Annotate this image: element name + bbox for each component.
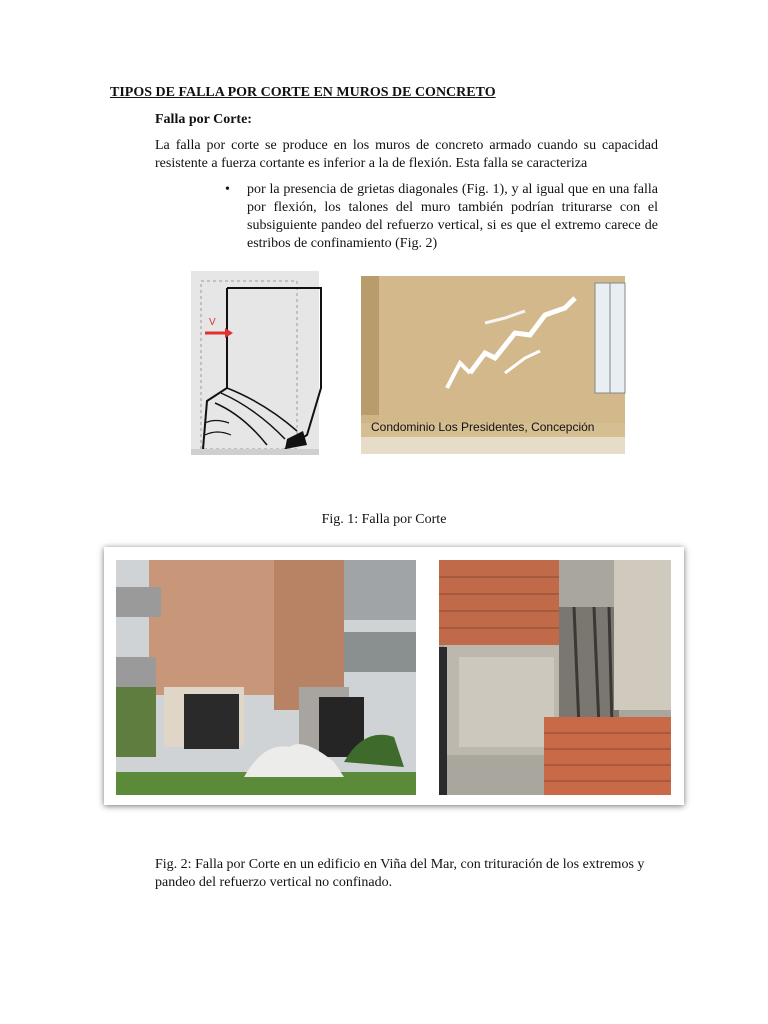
- document-title: TIPOS DE FALLA POR CORTE EN MUROS DE CONCRETO: [110, 85, 496, 100]
- figure1-graphic: [185, 263, 628, 505]
- shear-wall-diagram: [191, 271, 321, 455]
- body-paragraph: La falla por corte se produce en los muros de concreto armado cuando su capacidad resistente a fuerza cortante es inferior a la de flexión. Esta falla se caracteriza: [155, 138, 658, 171]
- building-photo: [116, 560, 416, 795]
- figure1-caption: Fig. 1: Falla por Corte: [321, 512, 447, 527]
- bullet-text: por la presencia de grietas diagonales (Fig. 1), y al igual que en una falla por flexión, los talones del muro también podrían triturarse con el subsiguiente pandeo del refuerzo vertical, si es que el extremo carece de estribos de confinamiento (Fig. 2): [247, 182, 658, 251]
- figure1: [185, 263, 628, 505]
- crushed-wall-photo: [439, 560, 671, 795]
- figure2-caption: Fig. 2: Falla por Corte en un edificio en Viña del Mar, con trituración de los extremos y pandeo del refuerzo vertical no confinado.: [155, 857, 645, 890]
- bullet-icon: •: [225, 182, 230, 197]
- photo-caption: Condominio Los Presidentes, Concepción: [371, 420, 595, 434]
- section-heading: Falla por Corte:: [155, 112, 252, 127]
- figure2: [104, 547, 684, 805]
- force-label: V: [209, 317, 216, 328]
- cracked-wall-photo: [361, 276, 625, 454]
- figure2-graphic: [104, 547, 684, 805]
